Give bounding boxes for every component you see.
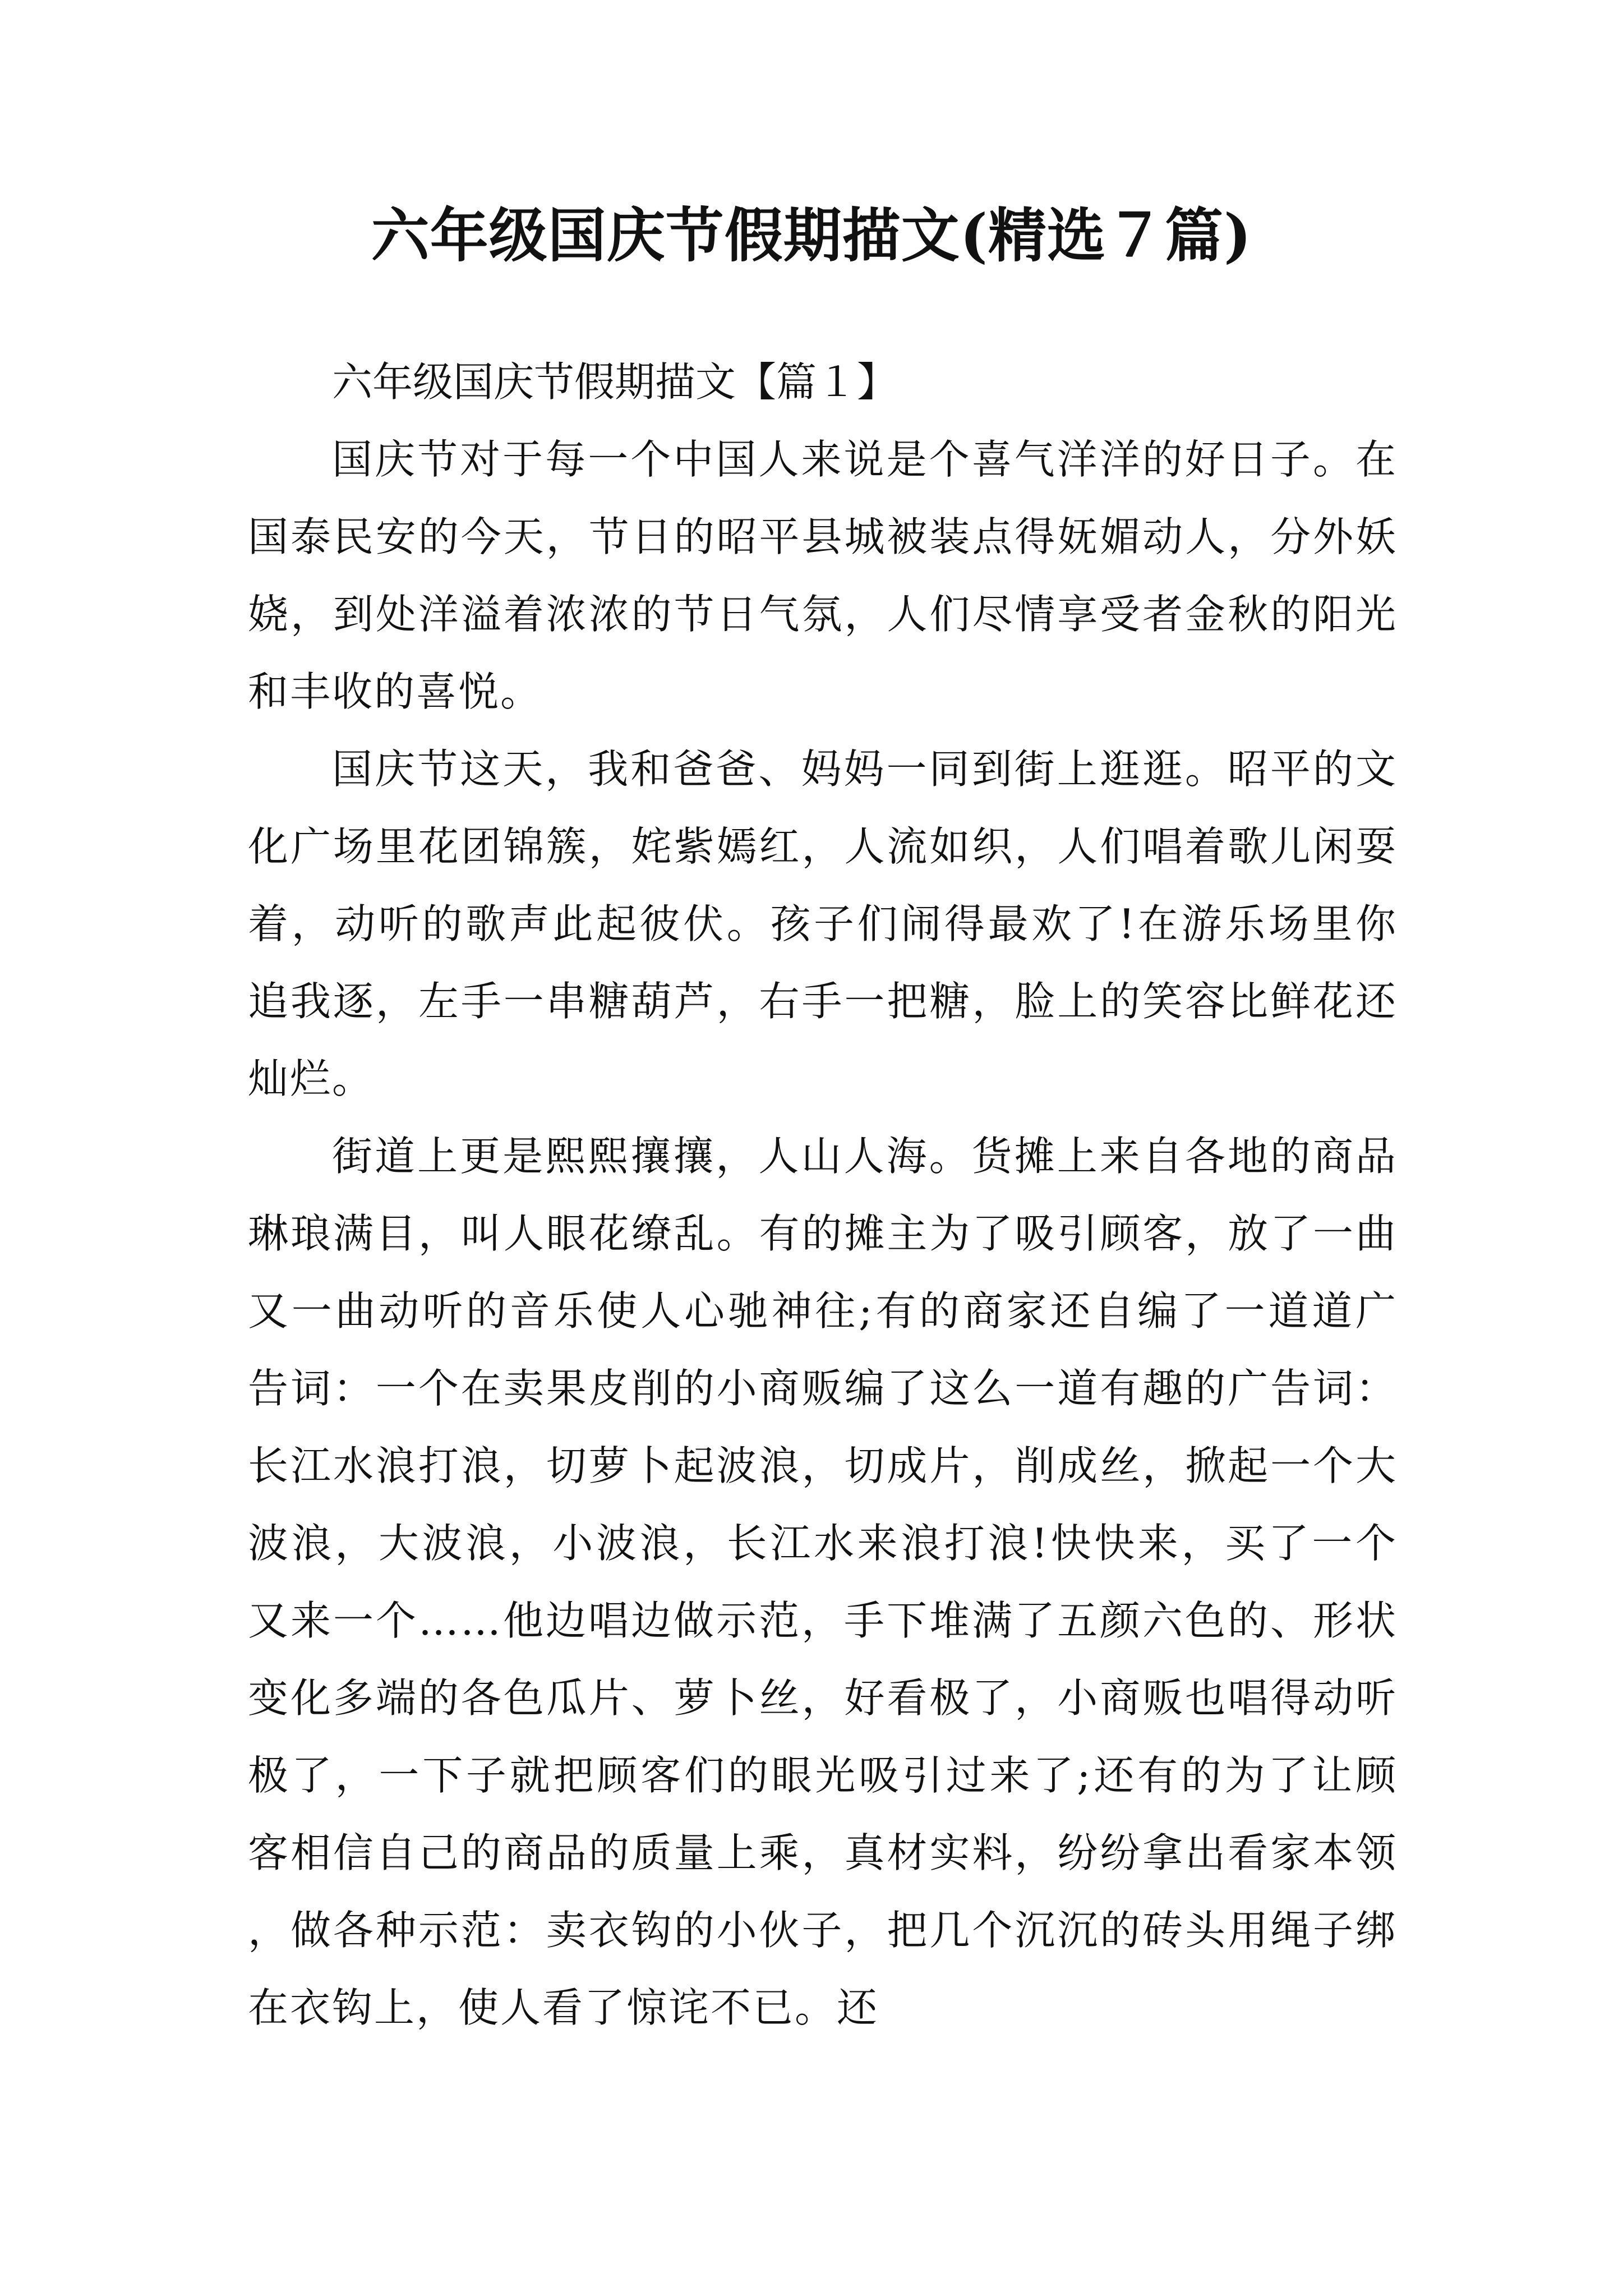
- paragraph-2: 国庆节这天，我和爸爸、妈妈一同到街上逛逛。昭平的文化广场里花团锦簇，姹紫嫣红，人流如织，人们唱着歌儿闲耍着，动听的歌声此起彼伏。孩子们闹得最欢了!在游乐场里你追我逐，左手一串糖葫芦，右手一把糖，脸上的笑容比鲜花还灿烂。: [248, 746, 1398, 1102]
- section-heading: 六年级国庆节假期描文【篇１】: [332, 358, 898, 406]
- paragraph-3: 街道上更是熙熙攘攘，人山人海。货摊上来自各地的商品琳琅满目，叫人眼花缭乱。有的摊主为了吸引顾客，放了一曲又一曲动听的音乐使人心驰神往;有的商家还自编了一道道广告词：一个在卖果皮削的小商贩编了这么一道有趣的广告词：长江水浪打浪，切萝卜起波浪，切成片，削成丝，掀起一个大波浪，大波浪，小波浪，长江水来浪打浪!快快来，买了一个又来一个……他边唱边做示范，手下堆满了五颜六色的、形状变化多端的各色瓜片、萝卜丝，好看极了，小商贩也唱得动听极了，一下子就把顾客们的眼光吸引过来了;还有的为了让顾客相信自己的商品的质量上乘，真材实料，纷纷拿出看家本领，做各种示范：卖衣钩的小伙子，把几个沉沉的砖头用绳子绑在衣钩上，使人看了惊诧不已。还: [248, 1133, 1398, 2031]
- document-title: 六年级国庆节假期描文(精选７篇): [371, 201, 1252, 270]
- paragraph-1: 国庆节对于每一个中国人来说是个喜气洋洋的好日子。在国泰民安的今天，节日的昭平县城被装点得妩媚动人，分外妖娆，到处洋溢着浓浓的节日气氛，人们尽情享受者金秋的阳光和丰收的喜悦。: [248, 436, 1398, 715]
- document-body: [248, 343, 1398, 2046]
